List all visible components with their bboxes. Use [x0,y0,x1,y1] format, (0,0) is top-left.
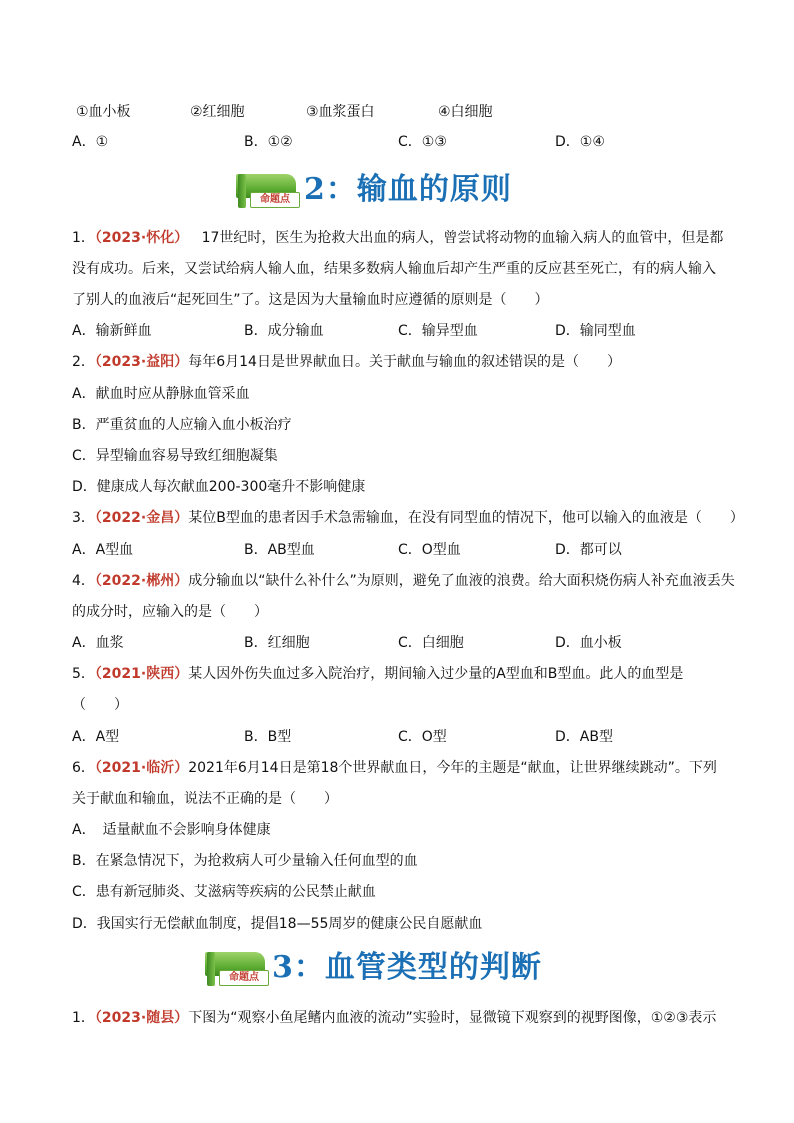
option-a: A．A型 [72,729,120,745]
question-source: （2022·郴州） [94,573,189,589]
flag-icon [236,172,298,208]
question-line [72,571,735,591]
option-b: B．①② [244,134,293,150]
option-d: D．AB型 [555,729,613,745]
option-b: B．严重贫血的人应输入血小板治疗 [72,417,292,433]
option-c: C．O型 [398,729,447,745]
question-number: 1． [72,1010,95,1026]
question-source: （2023·益阳） [94,354,189,370]
question-line [72,1008,716,1028]
question-text: 关于献血和输血，说法不正确的是（ ） [72,791,338,807]
option-b: B．在紧急情况下，为抢救病人可少量输入任何血型的血 [72,853,418,869]
option-c: C．患有新冠肺炎、艾滋病等疾病的公民禁止献血 [72,884,376,900]
option-b: B．AB型血 [244,542,315,558]
intro-item: ①血小板 [76,104,131,120]
question-text: 某人因外伤失血过多入院治疗，期间输入过少量的A型血和B型血。此人的血型是 [188,666,684,682]
question-number: 2． [72,354,95,370]
option-c: C．输异型血 [398,323,478,339]
question-line [72,352,621,372]
option-d: D．都可以 [555,542,622,558]
question-line [72,508,744,528]
section-heading [0,168,794,214]
question-line [72,228,723,248]
badge-label: 命题点 [219,970,269,986]
intro-item: ④白细胞 [438,104,493,120]
option-d: D．血小板 [555,635,622,651]
question-source: （2022·金昌） [94,510,189,526]
question-text: 成分输血以“缺什么补什么”为原则，避免了血液的浪费。给大面积烧伤病人补充血液丢失 [188,573,735,589]
option-c: C．①③ [398,134,447,150]
question-number: 4． [72,573,95,589]
question-text: 17世纪时，医生为抢救大出血的病人，曾尝试将动物的血输入病人的血管中，但是都 [201,230,724,246]
option-b: B．成分输血 [244,323,324,339]
question-text: 的成分时，应输入的是（ ） [72,604,268,620]
option-b: B．红细胞 [244,635,310,651]
section-title: 2：输血的原则 [304,172,512,207]
option-d: D．健康成人每次献血200-300毫升不影响健康 [72,479,366,495]
question-source: （2021·临沂） [94,760,189,776]
question-number: 6． [72,760,95,776]
question-source: （2023·怀化） [94,230,189,246]
option-d: D．①④ [555,134,605,150]
question-text: 2021年6月14日是第18个世界献血日，今年的主题是“献血，让世界继续跳动”。下列 [188,760,717,776]
question-text: 没有成功。后来，又尝试给病人输人血，结果多数病人输血后却产生严重的反应甚至死亡，有的病人输入 [72,261,716,277]
question-line [72,664,683,684]
section-title: 3：血管类型的判断 [272,950,542,985]
question-number: 5． [72,666,95,682]
question-number: 3． [72,510,95,526]
question-text: 某位B型血的患者因手术急需输血，在没有同型血的情况下，他可以输入的血液是（ ） [188,510,744,526]
option-c: C．白细胞 [398,635,464,651]
option-a: A．血浆 [72,635,124,651]
section-heading [0,946,794,992]
question-number: 1． [72,230,95,246]
question-text: 了别人的血液后“起死回生”了。这是因为大量输血时应遵循的原则是（ ） [72,292,549,308]
option-c: C．异型输血容易导致红细胞凝集 [72,448,278,464]
question-line [72,758,717,778]
intro-item: ②红细胞 [190,104,245,120]
option-d: D．输同型血 [555,323,636,339]
option-a: A． 适量献血不会影响身体健康 [72,822,271,838]
option-c: C．O型血 [398,542,461,558]
option-a: A．① [72,134,109,150]
flag-icon [205,950,267,986]
intro-item: ③血浆蛋白 [306,104,375,120]
option-b: B．B型 [244,729,292,745]
option-d: D．我国实行无偿献血制度，提倡18—55周岁的健康公民自愿献血 [72,916,483,932]
option-a: A．输新鲜血 [72,323,152,339]
question-source: （2021·陕西） [94,666,189,682]
option-a: A．献血时应从静脉血管采血 [72,386,250,402]
option-a: A．A型血 [72,542,134,558]
question-text: （ ） [72,697,128,713]
badge-label: 命题点 [250,192,300,208]
question-text: 下图为“观察小鱼尾鳍内血液的流动”实验时，显微镜下观察到的视野图像，①②③表示 [188,1010,717,1026]
question-text: 每年6月14日是世界献血日。关于献血与输血的叙述错误的是（ ） [188,354,621,370]
question-source: （2023·随县） [94,1010,189,1026]
